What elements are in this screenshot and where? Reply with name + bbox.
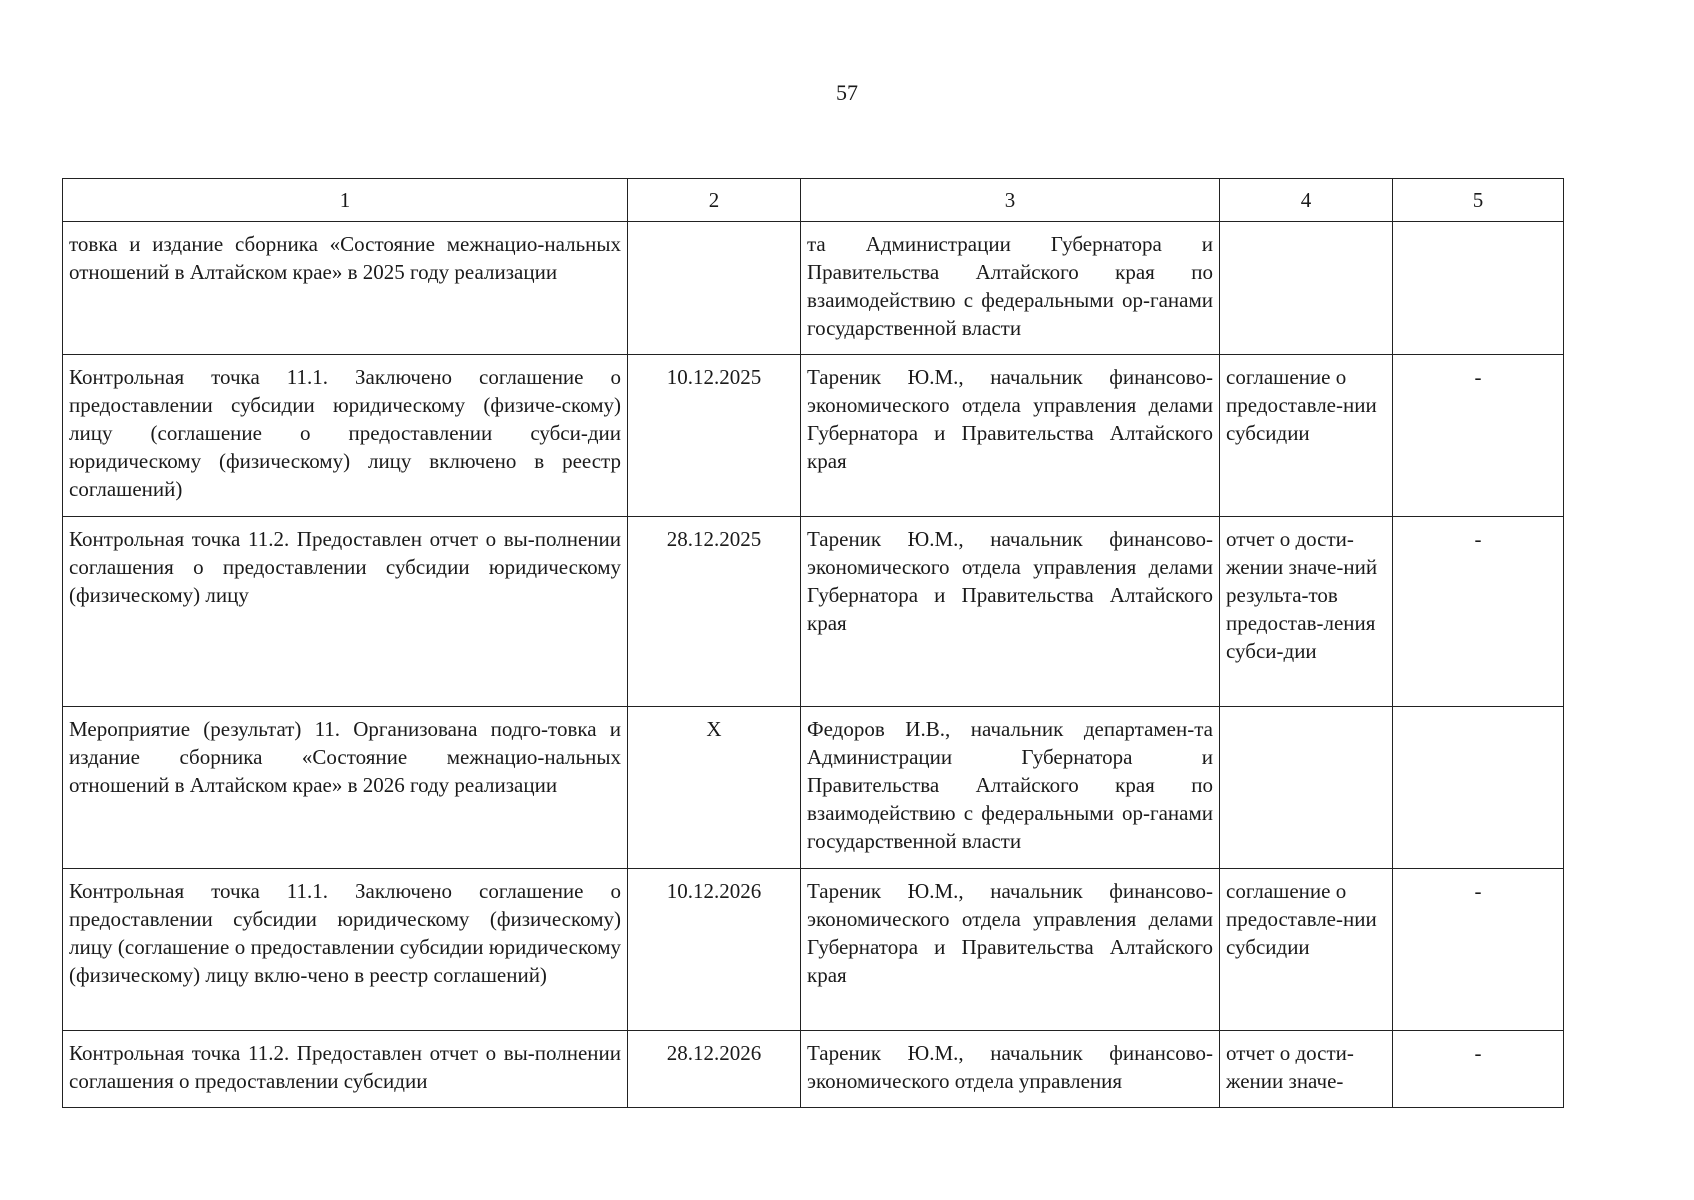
- table-row: [63, 355, 1564, 517]
- cell-deadline: 28.12.2026: [628, 1031, 801, 1108]
- cell-document: соглашение о предоставле-нии субсидии: [1220, 869, 1393, 1031]
- column-header-1: 1: [63, 179, 628, 222]
- cell-document: соглашение о предоставле-нии субсидии: [1220, 355, 1393, 517]
- cell-deadline: X: [628, 707, 801, 869]
- cell-responsible: Тареник Ю.М., начальник финансово-экономического отдела управления: [801, 1031, 1220, 1108]
- column-header-5: 5: [1393, 179, 1564, 222]
- cell-responsible: та Администрации Губернатора и Правительства Алтайского края по взаимодействию с федеральными ор-ганами государственной власти: [801, 222, 1220, 355]
- cell-responsible: Тареник Ю.М., начальник финансово-экономического отдела управления делами Губернатора и Правительства Алтайского края: [801, 517, 1220, 707]
- table-row: [63, 707, 1564, 869]
- table-row: [63, 517, 1564, 707]
- cell-description: Контрольная точка 11.2. Предоставлен отчет о вы-полнении соглашения о предоставлении субсидии: [63, 1031, 628, 1108]
- cell-note: -: [1393, 517, 1564, 707]
- column-header-3: 3: [801, 179, 1220, 222]
- cell-description: Контрольная точка 11.2. Предоставлен отчет о вы-полнении соглашения о предоставлении субсидии юридическому (физическому) лицу: [63, 517, 628, 707]
- column-header-4: 4: [1220, 179, 1393, 222]
- cell-description: Контрольная точка 11.1. Заключено соглашение о предоставлении субсидии юридическому (физиче-скому) лицу (соглашение о предоставлении субси-дии юридическому (физическому) лицу включено в реестр соглашений): [63, 355, 628, 517]
- plan-table: [62, 178, 1564, 1108]
- cell-deadline: [628, 222, 801, 355]
- cell-note: -: [1393, 355, 1564, 517]
- cell-responsible: Федоров И.В., начальник департамен-та Администрации Губернатора и Правительства Алтайского края по взаимодействию с федеральными ор-ганами государственной власти: [801, 707, 1220, 869]
- cell-note: -: [1393, 869, 1564, 1031]
- column-header-2: 2: [628, 179, 801, 222]
- cell-note: [1393, 222, 1564, 355]
- cell-document: [1220, 707, 1393, 869]
- cell-description: Мероприятие (результат) 11. Организована подго-товка и издание сборника «Состояние межнацио-нальных отношений в Алтайском крае» в 2026 году реализации: [63, 707, 628, 869]
- header-row: [63, 179, 1564, 222]
- cell-responsible: Тареник Ю.М., начальник финансово-экономического отдела управления делами Губернатора и Правительства Алтайского края: [801, 869, 1220, 1031]
- cell-document: отчет о дости-жении значе-: [1220, 1031, 1393, 1108]
- page-number: 57: [836, 80, 858, 105]
- table-row: [63, 222, 1564, 355]
- cell-deadline: 28.12.2025: [628, 517, 801, 707]
- cell-responsible: Тареник Ю.М., начальник финансово-экономического отдела управления делами Губернатора и Правительства Алтайского края: [801, 355, 1220, 517]
- cell-document: отчет о дости-жении значе-ний результа-тов предостав-ления субси-дии: [1220, 517, 1393, 707]
- cell-note: -: [1393, 1031, 1564, 1108]
- cell-note: [1393, 707, 1564, 869]
- table-row: [63, 1031, 1564, 1108]
- cell-deadline: 10.12.2026: [628, 869, 801, 1031]
- cell-deadline: 10.12.2025: [628, 355, 801, 517]
- cell-description: Контрольная точка 11.1. Заключено соглашение о предоставлении субсидии юридическому (физическому) лицу (соглашение о предоставлении субсидии юридическому (физическому) лицу вклю-чено в реестр соглашений): [63, 869, 628, 1031]
- cell-document: [1220, 222, 1393, 355]
- table-row: [63, 869, 1564, 1031]
- cell-description: товка и издание сборника «Состояние межнацио-нальных отношений в Алтайском крае» в 2025 году реализации: [63, 222, 628, 355]
